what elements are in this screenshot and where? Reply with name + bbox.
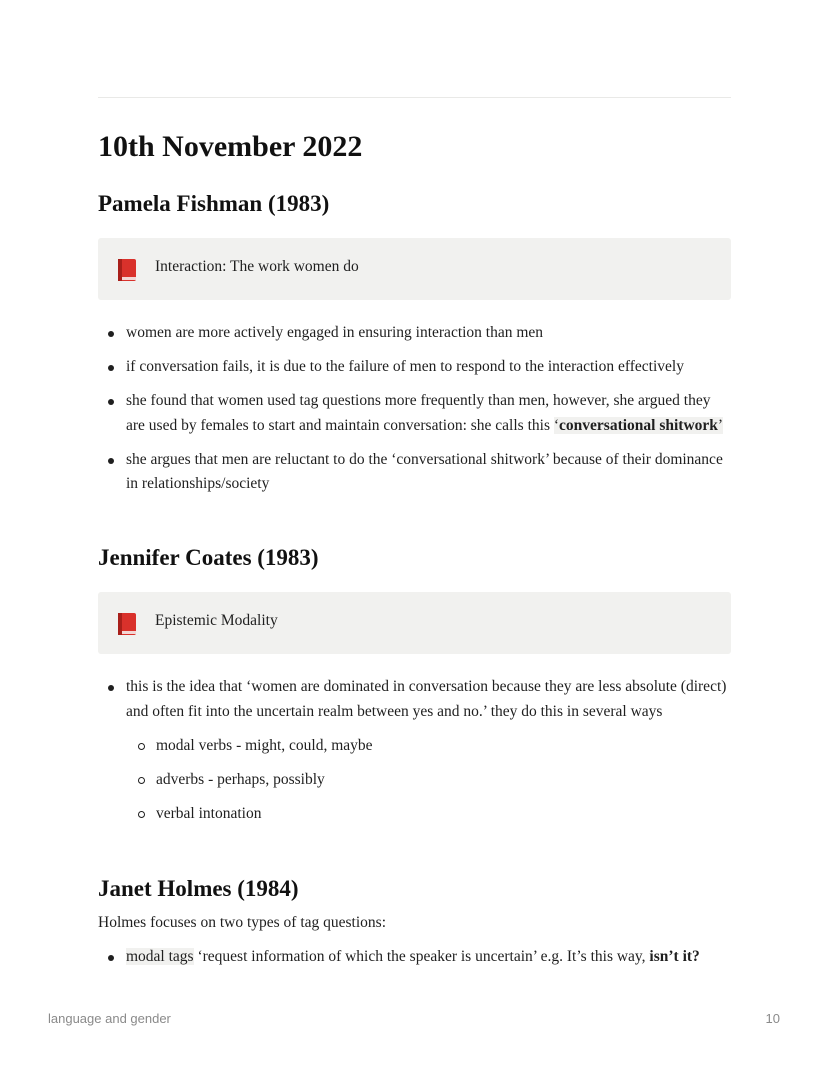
fishman-bullet-list: [98, 321, 731, 506]
quote-mark: ’: [717, 416, 724, 434]
coates-heading: Jennifer Coates (1983): [98, 545, 319, 570]
holmes-heading: Janet Holmes (1984): [98, 876, 299, 901]
quote-mark: ‘: [553, 416, 560, 434]
list-item: she argues that men are reluctant to do the ‘conversational shitwork’ because of their dominance in relationships/society: [98, 448, 731, 497]
list-item: women are more actively engaged in ensuring interaction than men: [98, 321, 731, 346]
red-book-icon: [117, 258, 137, 282]
footer-page-number: 10: [765, 1011, 780, 1026]
coates-bullet-list: [98, 675, 731, 836]
fishman-callout-text: Interaction: The work women do: [155, 258, 359, 275]
list-item-text: ‘request information of which the speaker is uncertain’ e.g. It’s this way,: [193, 948, 650, 965]
top-divider: [98, 97, 731, 98]
fishman-callout: [98, 238, 731, 300]
fishman-heading: Pamela Fishman (1983): [98, 191, 330, 216]
list-item: [98, 945, 731, 970]
holmes-intro: Holmes focuses on two types of tag questions:: [98, 914, 387, 931]
holmes-bullet-list: [98, 945, 731, 979]
list-item: if conversation fails, it is due to the failure of men to respond to the interaction effectively: [98, 355, 731, 380]
red-book-icon: [117, 612, 137, 636]
bold-term: isn’t it?: [649, 948, 700, 965]
list-item: this is the idea that ‘women are dominated in conversation because they are less absolute (direct) and often fit into the uncertain realm between yes and no.’ they do this in several ways: [98, 675, 731, 724]
highlighted-term: modal tags: [126, 948, 194, 965]
coates-callout: [98, 592, 731, 654]
highlighted-term: [554, 417, 723, 434]
sub-list-item: verbal intonation: [98, 802, 731, 827]
sub-list-item: modal verbs - might, could, maybe: [98, 734, 731, 759]
bold-term: conversational shitwork: [559, 416, 718, 434]
footer-title: language and gender: [48, 1011, 171, 1026]
date-heading: 10th November 2022: [98, 130, 363, 163]
list-item-text: she found that women used tag questions more frequently than men, however, she argued they are used by females to start and maintain conversation: she calls this: [126, 392, 711, 434]
list-item: [98, 389, 731, 438]
coates-callout-text: Epistemic Modality: [155, 612, 278, 629]
sub-list-item: adverbs - perhaps, possibly: [98, 768, 731, 793]
